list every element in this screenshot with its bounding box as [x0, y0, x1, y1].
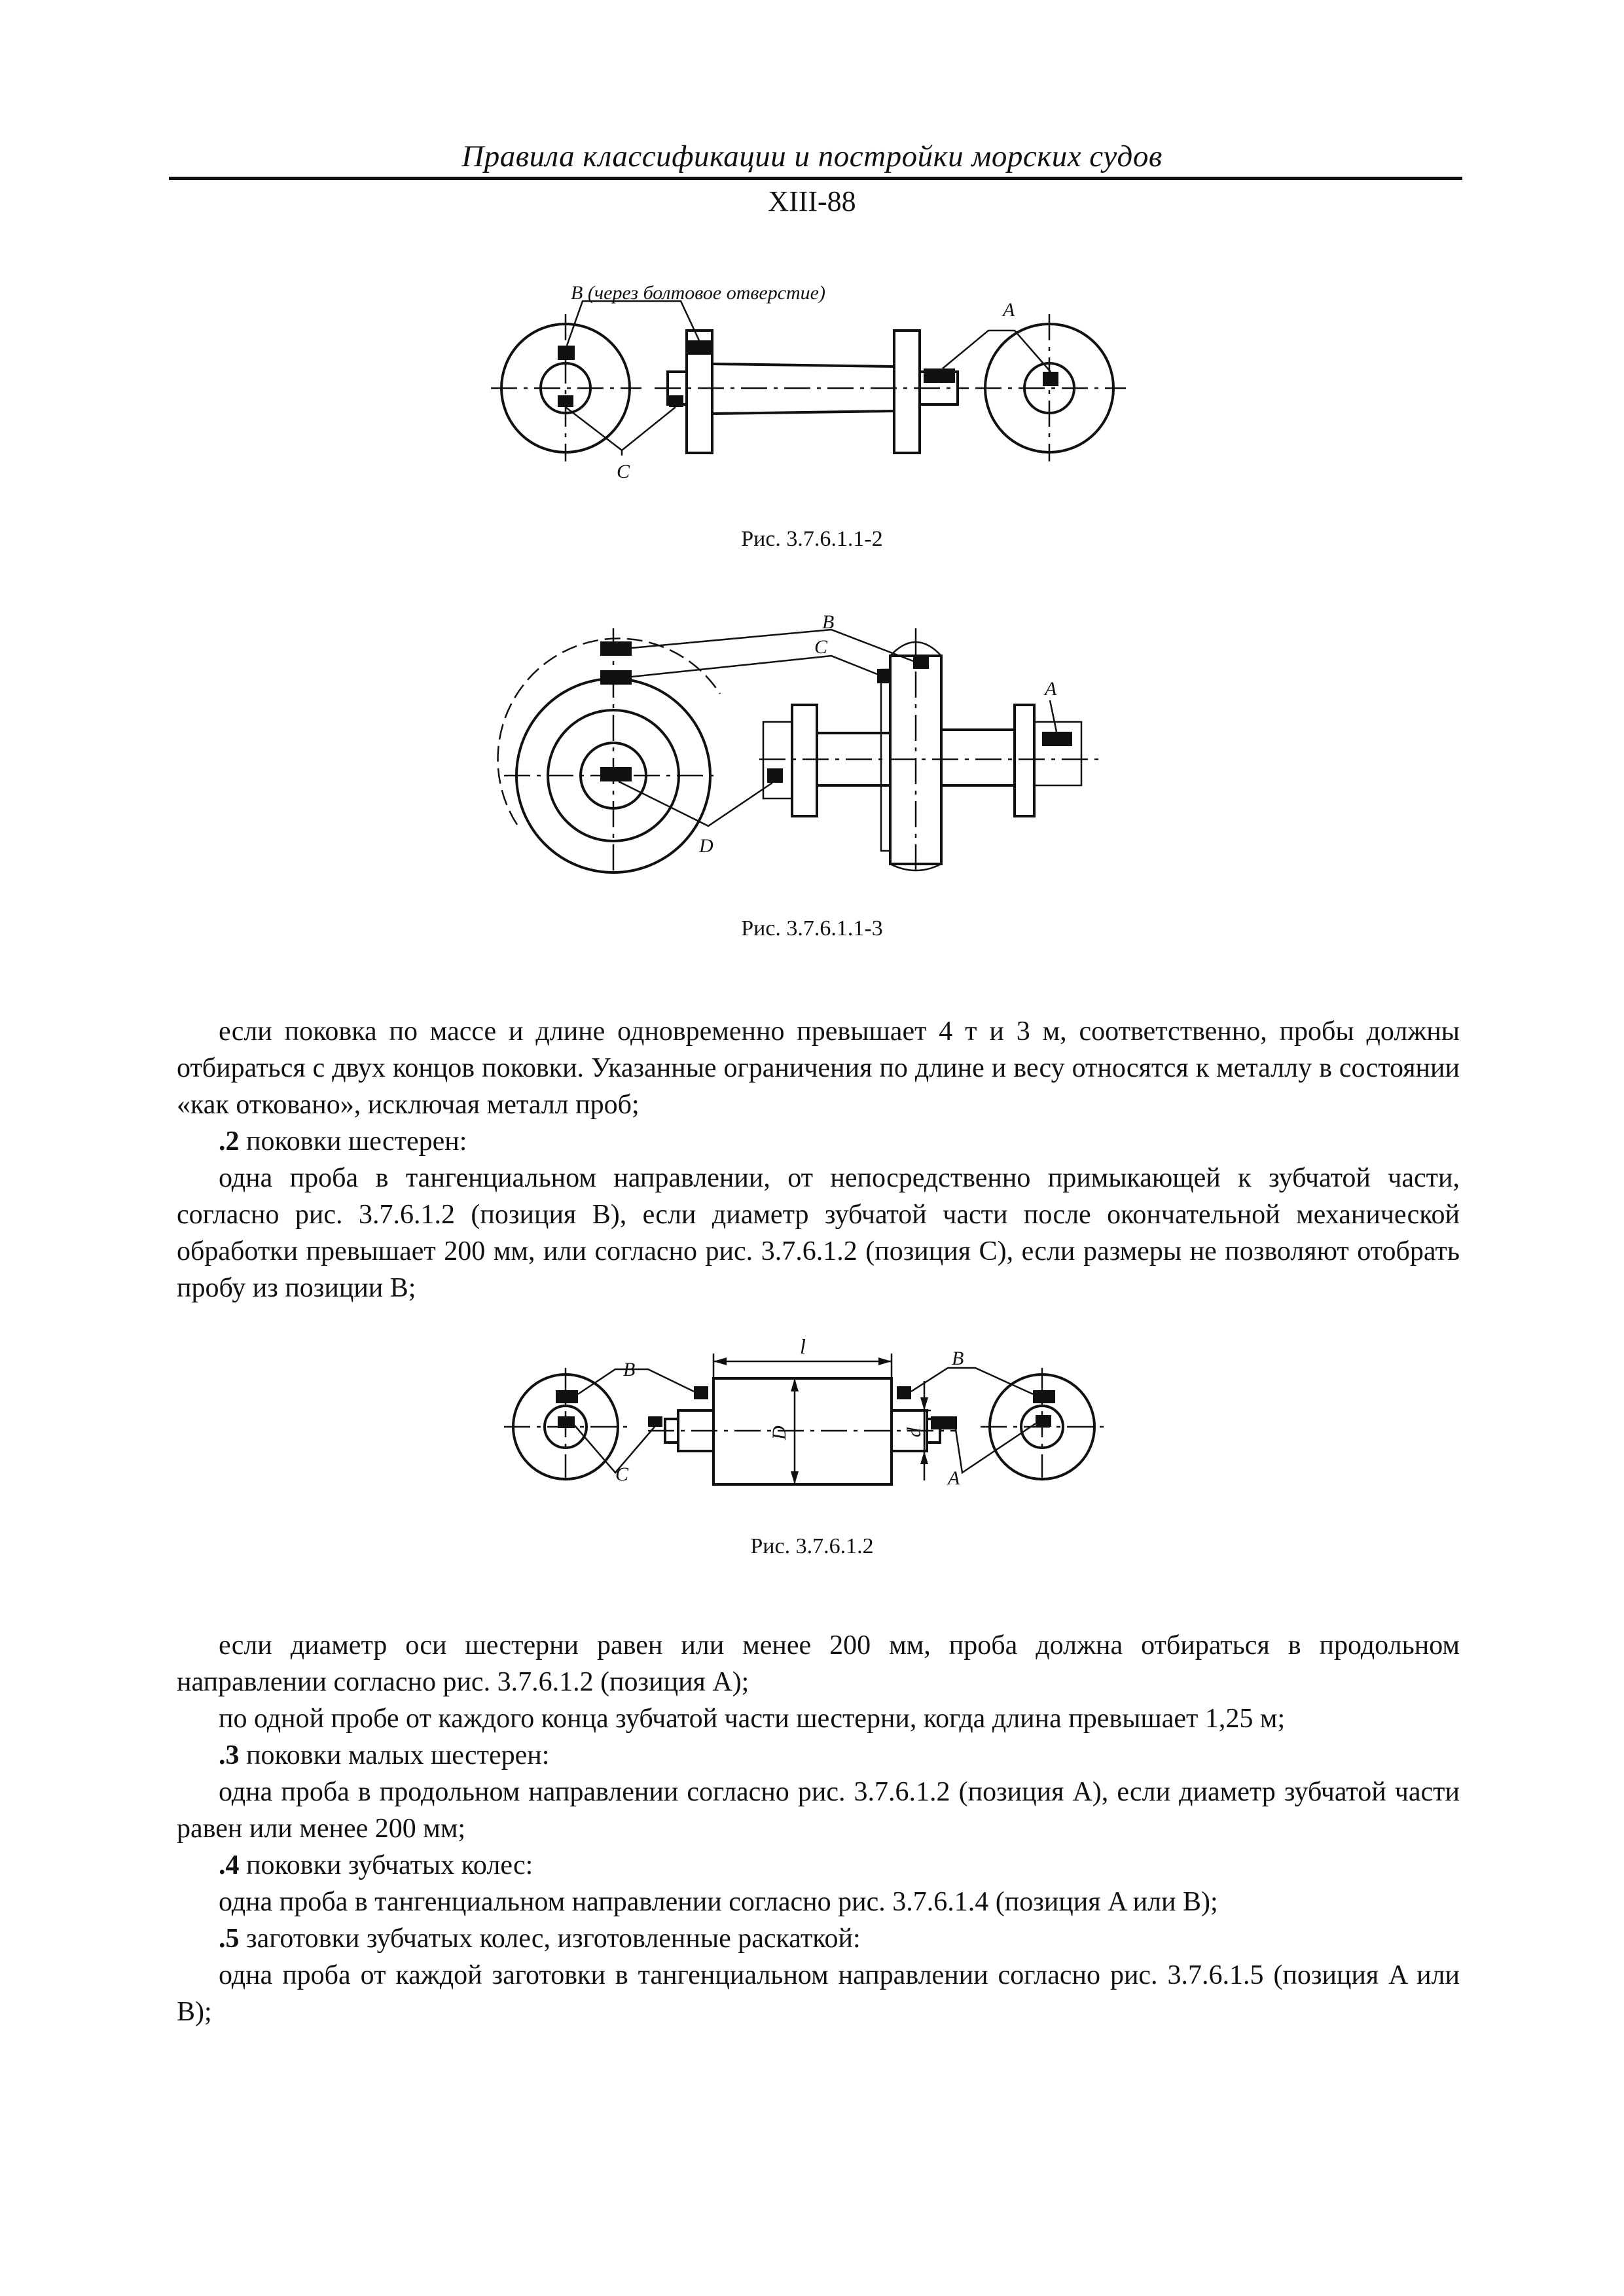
length-arrow-left	[713, 1357, 727, 1365]
label-a: A	[1045, 678, 1057, 700]
label-big-diameter: D	[768, 1426, 790, 1440]
small-diameter-arrow-bottom	[920, 1451, 928, 1464]
gear-envelope-left	[881, 670, 890, 851]
header-divider	[169, 177, 1462, 180]
leader-c	[566, 407, 676, 450]
sample-c-left-view	[558, 395, 573, 407]
sample-c-left-view	[558, 1416, 575, 1428]
leader-b	[632, 630, 913, 661]
shaft-top-edge	[712, 364, 894, 367]
sample-b-end-view	[600, 641, 632, 656]
sample-b-gear-right	[897, 1386, 911, 1399]
left-flange	[792, 705, 817, 816]
leader-a	[1050, 700, 1056, 732]
section-1-text	[177, 1013, 1460, 1306]
document-header-title: Правила классификации и постройки морских судов	[461, 139, 1163, 173]
item-4-number: .4	[219, 1850, 240, 1880]
label-b-through-bolt-hole: B (через болтовое отверстие)	[571, 282, 825, 304]
figure-3-7-6-1-1-2	[0, 262, 1624, 511]
sample-a-right-view	[1043, 372, 1058, 386]
paragraph-rolled-blank-sample: одна проба от каждой заготовки в тангенциальном направлении согласно рис. 3.7.6.1.5 (позиция A или B);	[177, 1960, 1460, 2027]
paragraph-gear-wheel-sample: одна проба в тангенциальном направлении согласно рис. 3.7.6.1.4 (позиция A или B);	[219, 1887, 1218, 1917]
sample-d-end-view	[600, 767, 632, 781]
paragraph-small-pinion-sample: одна проба в продольном направлении согласно рис. 3.7.6.1.2 (позиция A), если диаметр зубчатой части равен или менее 200 мм;	[177, 1777, 1460, 1844]
paragraph-gear-tangential-sample: одна проба в тангенциальном направлении, от непосредственно примыкающей к зубчатой части, согласно рис. 3.7.6.1.2 (позиция B), если диаметр зубчатой части после окончательной механической обработки превышает 200 мм, или согласно рис. 3.7.6.1.2 (позиция C), если размеры не позволяют отобрать пробу из позиции B;	[177, 1163, 1460, 1303]
label-a: A	[1003, 299, 1015, 321]
label-c: C	[615, 1463, 629, 1485]
label-a: A	[948, 1467, 960, 1489]
label-c: C	[617, 461, 630, 482]
label-b-right: B	[952, 1348, 964, 1369]
figure-1-caption: Рис. 3.7.6.1.1-2	[741, 527, 883, 551]
sample-a-shaft-end	[924, 368, 955, 383]
sample-c-gear	[877, 669, 889, 683]
sample-b-right-view	[1033, 1390, 1055, 1403]
leader-b	[567, 301, 699, 346]
sample-a-right-view	[1036, 1415, 1051, 1427]
leader-c	[632, 656, 877, 677]
sample-b-left-view	[556, 1390, 578, 1403]
label-b: B	[822, 611, 835, 633]
small-diameter-arrow-top	[920, 1397, 928, 1410]
label-d: D	[699, 835, 713, 857]
sample-b-gear	[913, 655, 929, 669]
figure-2-caption: Рис. 3.7.6.1.1-3	[741, 916, 883, 941]
label-c: C	[814, 636, 828, 658]
section-2-text	[177, 1627, 1460, 2030]
sample-b-left-view	[558, 346, 575, 360]
label-small-diameter: d	[903, 1427, 925, 1437]
item-3-heading	[177, 1737, 1460, 1774]
sample-c-end-view	[600, 670, 632, 685]
item-2-title: поковки шестерен:	[239, 1126, 467, 1157]
sample-b-gear-left	[694, 1386, 708, 1399]
sample-a-shaft-right	[931, 1416, 957, 1429]
figure-3-7-6-1-1-3	[0, 602, 1624, 877]
right-envelope	[1034, 722, 1081, 785]
item-5-title: заготовки зубчатых колес, изготовленные раскаткой:	[239, 1924, 861, 1954]
sample-b-flange	[688, 340, 711, 355]
item-3-number: .3	[219, 1740, 240, 1770]
right-end-view-outer-circle	[985, 324, 1113, 452]
page-number: XIII-88	[768, 185, 856, 217]
sample-c-shaft-left	[648, 1416, 662, 1427]
sample-d-flange	[767, 768, 783, 783]
item-5-heading	[177, 1920, 1460, 1957]
item-5-number: .5	[219, 1924, 240, 1954]
item-2-heading	[177, 1123, 1460, 1160]
label-b-left: B	[623, 1359, 636, 1380]
length-arrow-right	[878, 1357, 892, 1365]
figure-3-7-6-1-2	[0, 1322, 1624, 1505]
end-view-dashed-arc	[498, 639, 720, 825]
right-flange	[1015, 705, 1034, 816]
big-diameter-arrow-bottom	[791, 1471, 799, 1484]
paragraph-forging-mass-length: если поковка по массе и длине одновременно превышает 4 т и 3 м, соответственно, пробы должны отбираться с двух концов поковки. Указанные ограничения по длине и весу относятся к металлу в состоянии «как отковано», исключая металл проб;	[177, 1016, 1460, 1120]
paragraph-pinion-axis-diameter: если диаметр оси шестерни равен или менее 200 мм, проба должна отбираться в продольном направлении согласно рис. 3.7.6.1.2 (позиция A);	[177, 1630, 1460, 1697]
label-l: l	[800, 1335, 806, 1358]
sample-a-shaft-end	[1042, 732, 1072, 746]
big-diameter-arrow-top	[791, 1378, 799, 1391]
leader-d	[619, 781, 772, 826]
item-4-heading	[177, 1847, 1460, 1884]
paragraph-pinion-length: по одной пробе от каждого конца зубчатой части шестерни, когда длина превышает 1,25 м;	[219, 1704, 1286, 1734]
sample-c-hub	[669, 395, 683, 407]
shaft-bottom-edge	[712, 411, 894, 414]
item-4-title: поковки зубчатых колес:	[239, 1850, 533, 1880]
leader-b-left	[578, 1369, 694, 1394]
item-3-title: поковки малых шестерен:	[239, 1740, 550, 1770]
figure-3-caption: Рис. 3.7.6.1.2	[750, 1534, 874, 1558]
right-flange	[894, 331, 920, 453]
item-2-number: .2	[219, 1126, 240, 1157]
